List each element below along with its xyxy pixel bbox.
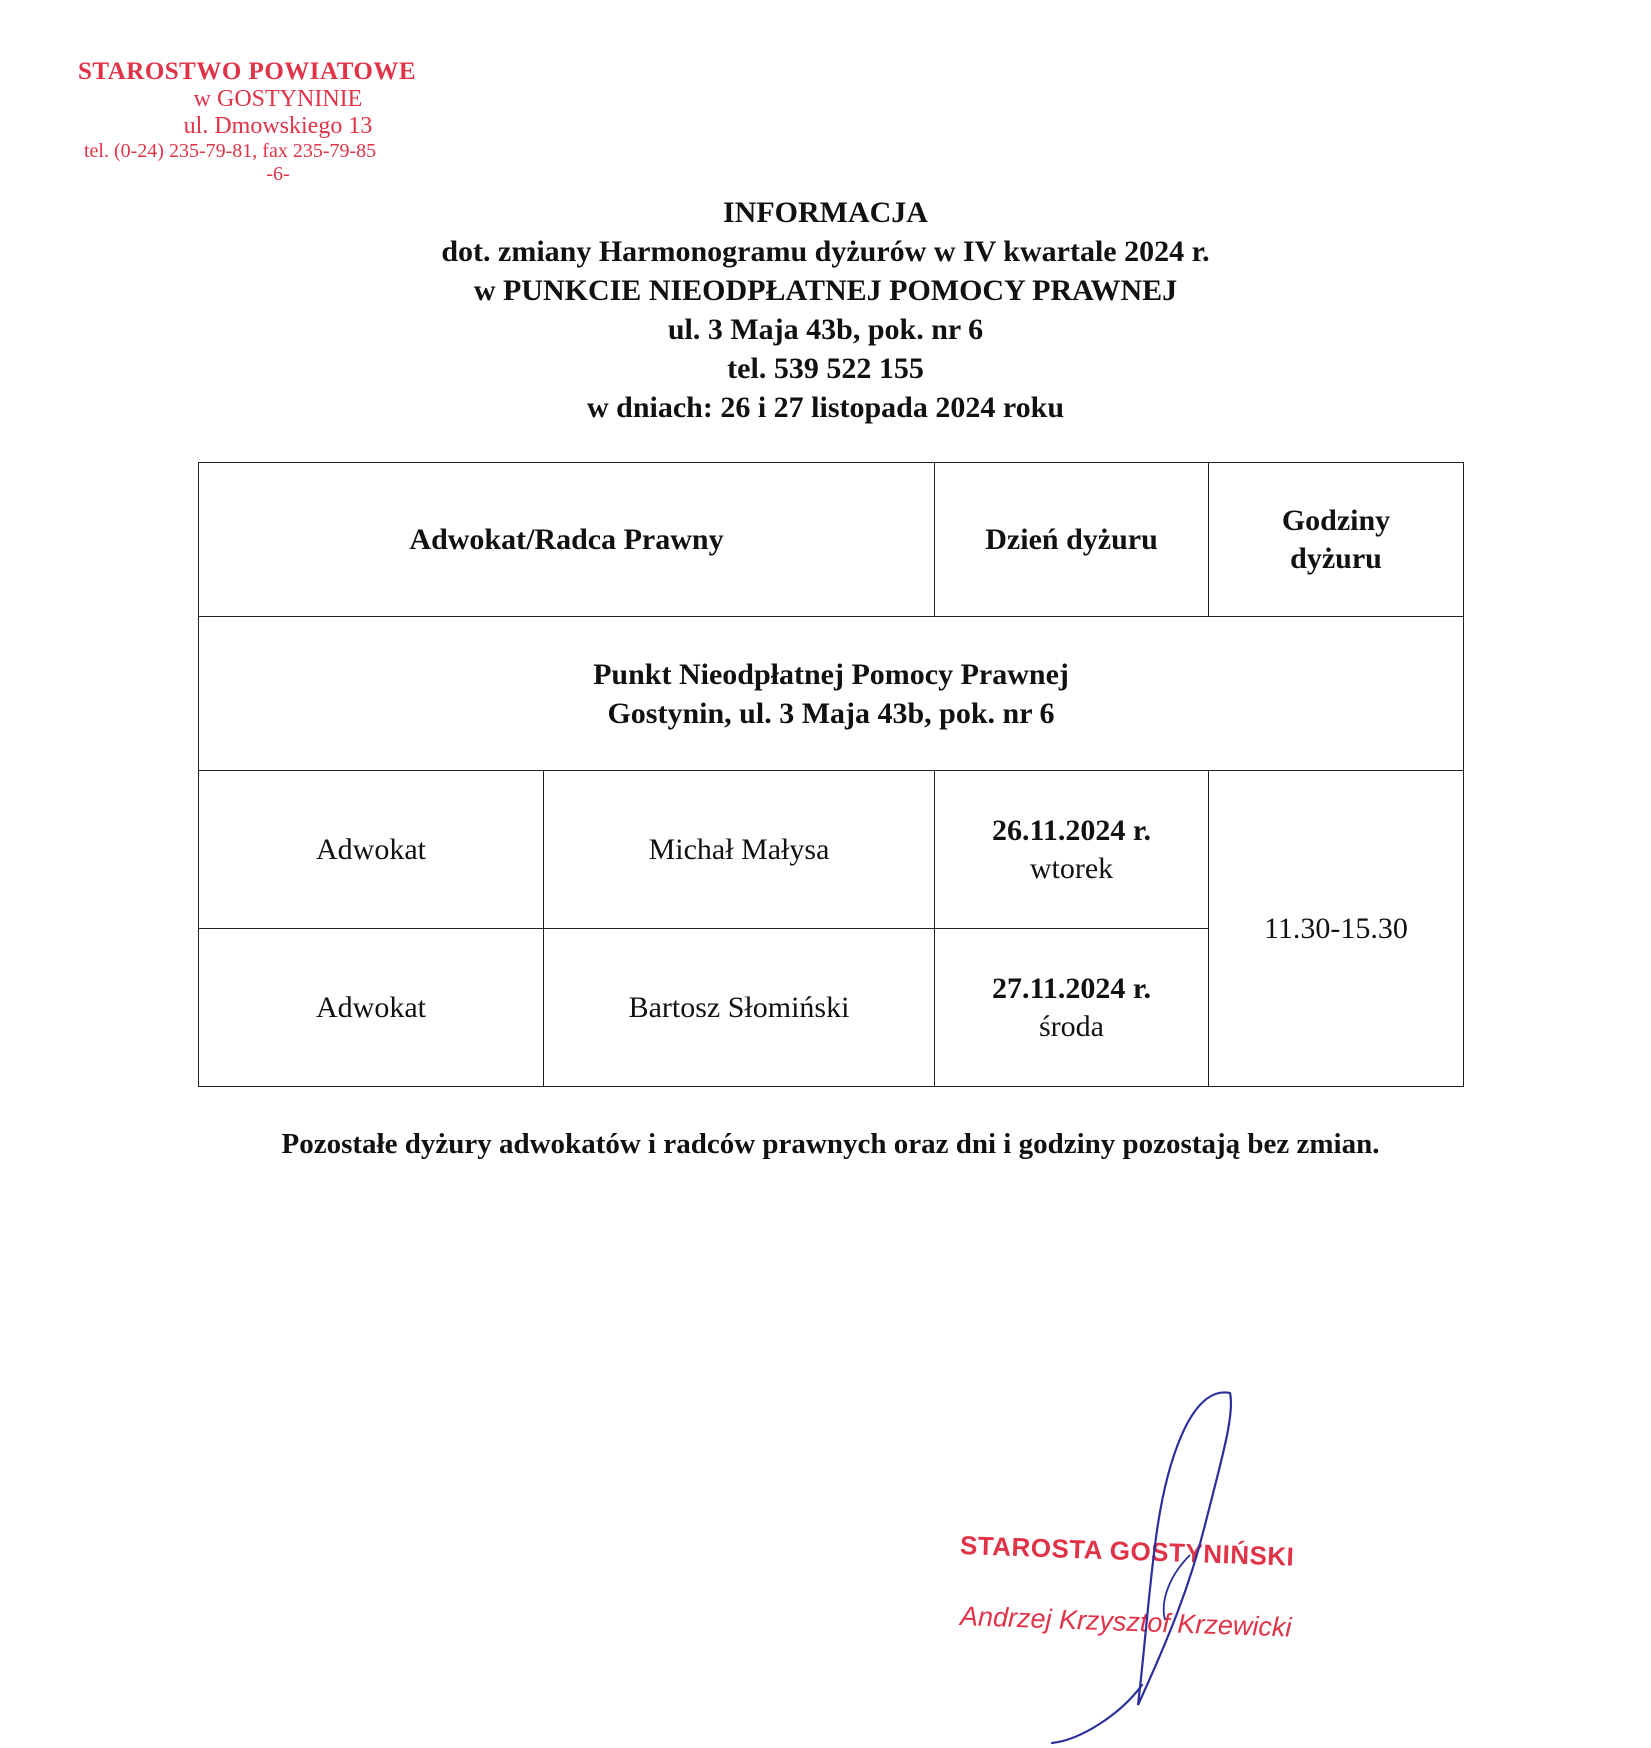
stamp-line-street: ul. Dmowskiego 13 <box>183 113 373 139</box>
heading-address: ul. 3 Maja 43b, pok. nr 6 <box>667 313 984 346</box>
stamp-line-office: STAROSTWO POWIATOWE <box>78 58 417 85</box>
row-weekday: środa <box>1039 1009 1104 1043</box>
row-role: Adwokat <box>199 771 544 929</box>
row-role: Adwokat <box>199 929 544 1087</box>
heading-office: w PUNKCIE NIEODPŁATNEJ POMOCY PRAWNEJ <box>473 274 1178 307</box>
duty-schedule-table <box>198 462 1464 1087</box>
heading-subject: dot. zmiany Harmonogramu dyżurów w IV kwartale 2024 r. <box>441 235 1210 268</box>
header-hours-line2: dyżuru <box>1290 541 1382 575</box>
header-hours-line1: Godziny <box>1281 503 1391 537</box>
section-line2: Gostynin, ul. 3 Maja 43b, pok. nr 6 <box>607 696 1055 730</box>
row-date: 27.11.2024 r. <box>992 971 1151 1005</box>
table-row <box>199 771 1464 929</box>
row-weekday: wtorek <box>1029 851 1114 885</box>
section-line1: Punkt Nieodpłatnej Pomocy Prawnej <box>593 657 1069 691</box>
hours-cell: 11.30-15.30 <box>1209 771 1464 1087</box>
document-title: INFORMACJA <box>723 196 928 229</box>
table-section-row <box>199 617 1464 771</box>
document-heading <box>0 193 1651 427</box>
header-lawyer: Adwokat/Radca Prawny <box>199 463 935 617</box>
row-name: Michał Małysa <box>544 771 935 929</box>
row-date-cell <box>935 929 1209 1087</box>
stamp-line-phone: tel. (0-24) 235-79-81, fax 235-79-85 <box>84 140 377 162</box>
table-header-row <box>199 463 1464 617</box>
row-date-cell <box>935 771 1209 929</box>
closing-note: Pozostałe dyżury adwokatów i radców prawnych oraz dni i godziny pozostają bez zmian. <box>281 1128 1380 1160</box>
section-cell <box>199 617 1464 771</box>
row-date: 26.11.2024 r. <box>992 813 1151 847</box>
row-name: Bartosz Słomiński <box>544 929 935 1087</box>
stamp-line-number: -6- <box>266 163 290 185</box>
office-stamp <box>78 58 478 186</box>
heading-dates: w dniach: 26 i 27 listopada 2024 roku <box>586 391 1065 424</box>
signatory-title: STAROSTA GOSTYNIŃSKI <box>959 1530 1295 1572</box>
stamp-line-city: w GOSTYNINIE <box>193 86 363 112</box>
header-day: Dzień dyżuru <box>935 463 1209 617</box>
header-hours <box>1209 463 1464 617</box>
heading-phone: tel. 539 522 155 <box>727 352 924 385</box>
signatory-name: Andrzej Krzysztof Krzewicki <box>959 1601 1292 1643</box>
handwritten-signature <box>1040 1385 1260 1745</box>
